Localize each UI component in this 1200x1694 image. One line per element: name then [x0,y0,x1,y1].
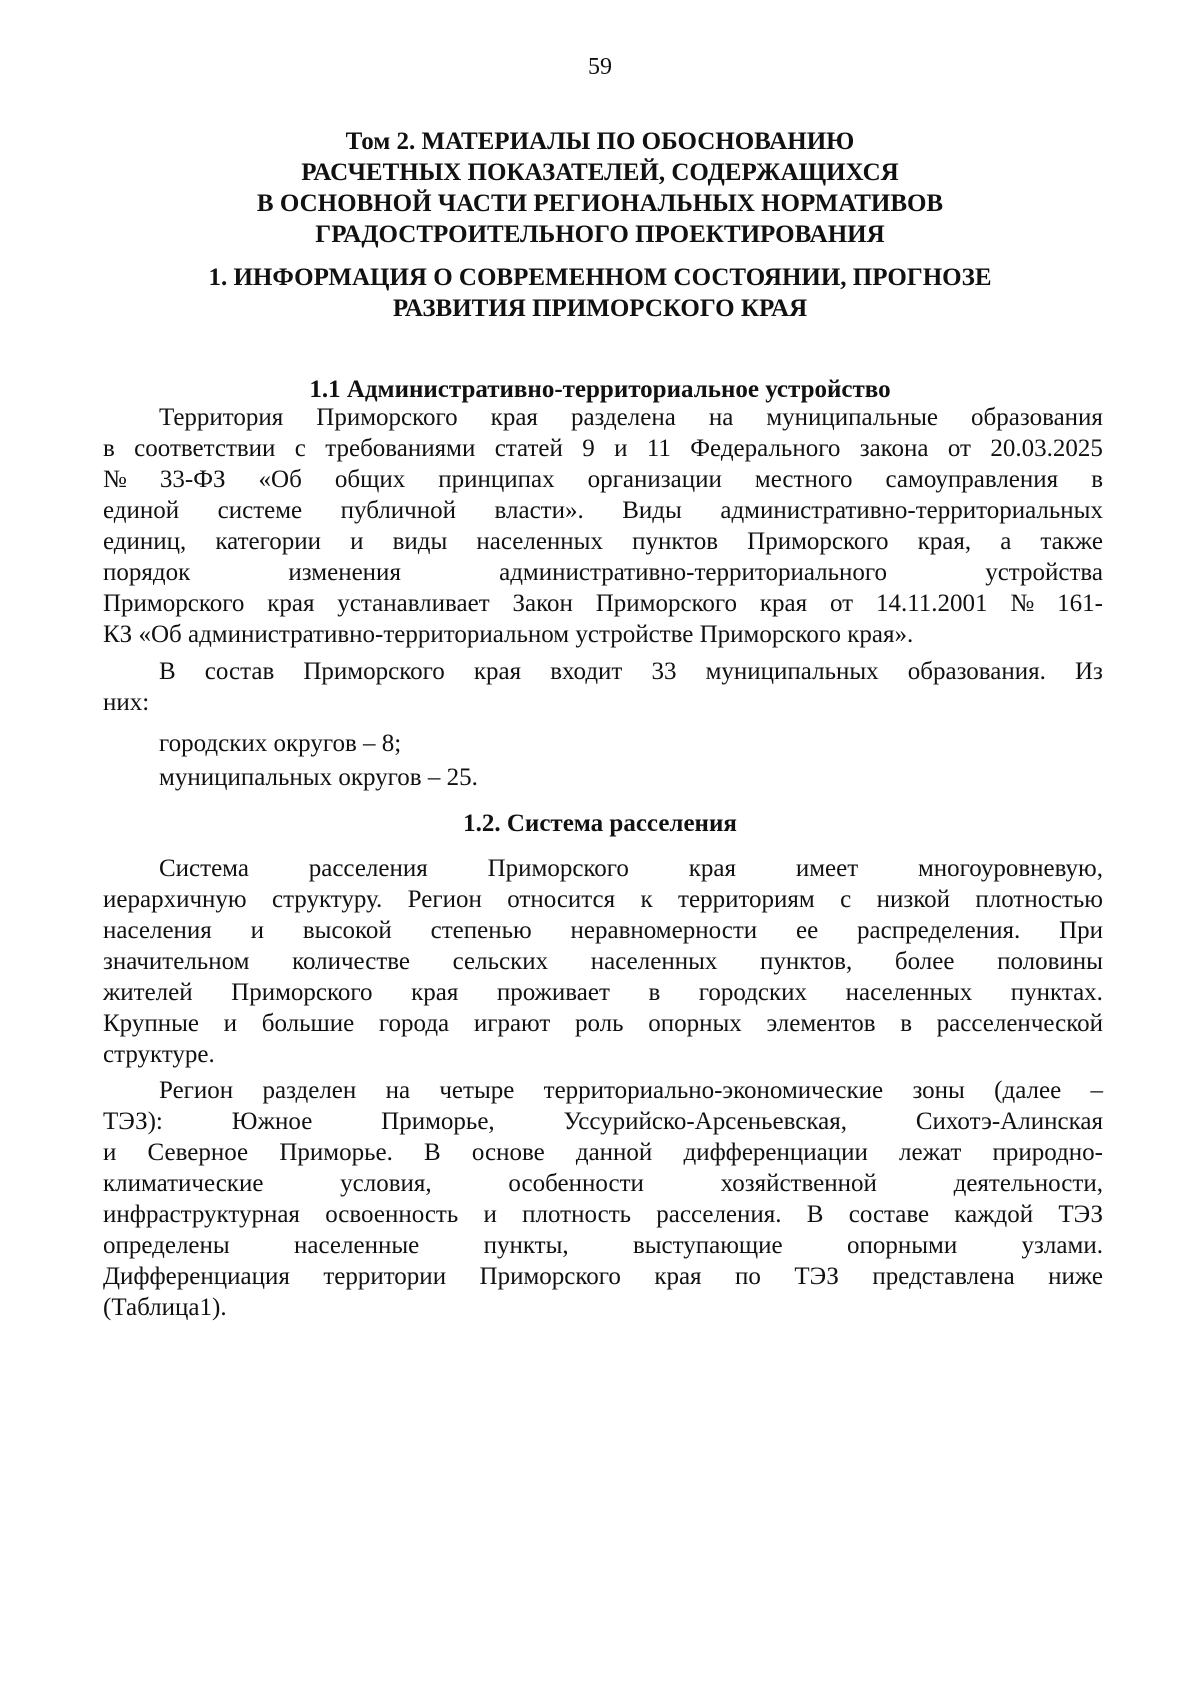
subsection-heading-1-2: 1.2. Система расселения [463,810,737,837]
paragraph-line: Дифференциация территории Приморского края по ТЭЗ представлена ниже [103,1263,1103,1290]
paragraph-line: Регион разделен на четыре территориально-экономические зоны (далее – [159,1077,1103,1104]
paragraph-line: структуре. [103,1041,215,1068]
section-title-line: РАЗВИТИЯ ПРИМОРСКОГО КРАЯ [392,295,808,322]
paragraph-line: единиц, категории и виды населенных пунктов Приморского края, а также [103,528,1103,555]
paragraph-line: порядок изменения административно-территориального устройства [103,559,1103,586]
paragraph-line: значительном количестве сельских населенных пунктов, более половины [103,948,1103,975]
paragraph-admin-division [103,402,1103,650]
paragraph-line: и Северное Приморье. В основе данной дифференциации лежат природно- [103,1139,1103,1166]
paragraph-line: Крупные и большие города играют роль опорных элементов в расселенческой [103,1010,1103,1037]
volume-title [150,126,1050,250]
list-item-municipal-districts: муниципальных округов – 25. [159,764,478,791]
paragraph-economic-zones [103,1075,1103,1323]
paragraph-settlement-system [103,853,1103,1070]
paragraph-line: Система расселения Приморского края имеет многоуровневую, [159,855,1103,882]
section-title [120,262,1080,324]
paragraph-line: КЗ «Об административно-территориальном устройстве Приморского края». [103,621,914,648]
page-number: 59 [588,54,612,80]
subsection-heading-1-1: 1.1 Административно-территориальное устройство [309,376,891,403]
paragraph-line: климатические условия, особенности хозяйственной деятельности, [103,1170,1103,1197]
list-item-urban-districts: городских округов – 8; [159,730,402,757]
paragraph-line: единой системе публичной власти». Виды административно-территориальных [103,497,1103,524]
paragraph-line: Территория Приморского края разделена на муниципальные образования [159,404,1103,431]
paragraph-line: иерархичную структуру. Регион относится к территориям с низкой плотностью [103,886,1103,913]
volume-title-line: ГРАДОСТРОИТЕЛЬНОГО ПРОЕКТИРОВАНИЯ [315,221,885,248]
paragraph-line: ТЭЗ): Южное Приморье, Уссурийско-Арсеньевская, Сихотэ-Алинская [103,1108,1103,1135]
paragraph-line: населения и высокой степенью неравномерности ее распределения. При [103,917,1103,944]
section-title-line: 1. ИНФОРМАЦИЯ О СОВРЕМЕННОМ СОСТОЯНИИ, ПРОГНОЗЕ [208,264,992,291]
paragraph-line: жителей Приморского края проживает в городских населенных пунктах. [103,979,1103,1006]
volume-title-line: Том 2. МАТЕРИАЛЫ ПО ОБОСНОВАНИЮ [345,128,855,155]
volume-title-line: РАСЧЕТНЫХ ПОКАЗАТЕЛЕЙ, СОДЕРЖАЩИХСЯ [301,159,899,186]
volume-title-line: В ОСНОВНОЙ ЧАСТИ РЕГИОНАЛЬНЫХ НОРМАТИВОВ [256,190,944,217]
paragraph-line: в соответствии с требованиями статей 9 и 11 Федерального закона от 20.03.2025 [103,435,1103,462]
paragraph-line: инфраструктурная освоенность и плотность расселения. В составе каждой ТЭЗ [103,1201,1103,1228]
paragraph-line: (Таблица1). [103,1294,227,1321]
paragraph-line: определены населенные пункты, выступающие опорными узлами. [103,1232,1103,1259]
paragraph-municipal-count [103,656,1103,718]
paragraph-line: № 33-ФЗ «Об общих принципах организации местного самоуправления в [103,466,1103,493]
paragraph-line: них: [103,689,150,716]
paragraph-line: Приморского края устанавливает Закон Приморского края от 14.11.2001 № 161- [103,590,1103,617]
paragraph-line: В состав Приморского края входит 33 муниципальных образования. Из [159,658,1103,685]
